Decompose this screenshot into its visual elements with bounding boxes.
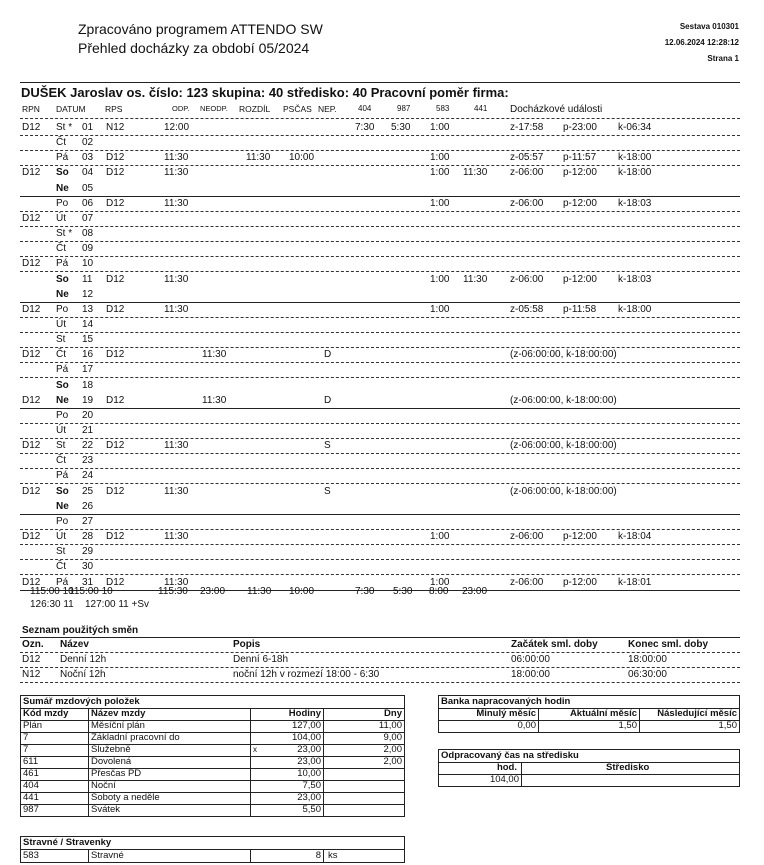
cell-d: 16 (82, 349, 94, 361)
cell-c441: 11:30 (463, 167, 488, 179)
cell-rpn: D12 (22, 576, 41, 588)
cell-d: 26 (82, 500, 94, 512)
cell-rps: D12 (106, 576, 125, 588)
total-value: 11:30 (247, 586, 272, 597)
cell-d: 30 (82, 561, 94, 573)
cell-e1: z-05:58 (510, 303, 544, 315)
meals-value: 8 (315, 850, 321, 861)
cell-nep: S (324, 440, 331, 452)
cell-day: Po (56, 515, 69, 527)
total-value: 115:30 (158, 586, 188, 597)
report-datetime: 12.06.2024 12:28:12 (664, 38, 739, 47)
summary-hours: 7,50 (302, 780, 321, 791)
row-separator (20, 347, 740, 348)
cell-rpn: D12 (22, 303, 41, 315)
cell-day: St * (56, 228, 73, 240)
summary-vline (323, 708, 324, 816)
row-separator (20, 302, 740, 303)
cell-day: St * (56, 122, 73, 133)
meals-vline (250, 849, 251, 862)
cell-e1: (z-06:00:00, k-18:00:00) (510, 349, 617, 361)
cell-e1: z-06:00 (510, 167, 544, 179)
column-header: ODP. (172, 104, 190, 113)
cell-day: Po (56, 303, 69, 315)
cell-c987: 5:30 (391, 122, 411, 133)
cell-day: Ne (56, 288, 69, 300)
shifts-header-rule (20, 652, 740, 653)
center-vline (521, 762, 522, 786)
cell-d: 17 (82, 364, 94, 376)
meals-title: Stravné / Stravenky (23, 837, 112, 848)
total-value: 7:30 (355, 586, 375, 597)
summary-code: 404 (23, 780, 39, 791)
cell-e1: (z-06:00:00, k-18:00:00) (510, 394, 617, 406)
row-separator (20, 332, 740, 333)
cell-c583: 1:00 (430, 576, 450, 588)
center-header: hod. (496, 762, 517, 773)
employee-info: DUŠEK Jaroslav os. číslo: 123 skupina: 40 středisko: 40 Pracovní poměr firma: (21, 85, 509, 100)
cell-rps: D12 (106, 273, 125, 285)
cell-day: St (56, 334, 66, 346)
column-header: 583 (436, 104, 450, 113)
cell-day: Út (56, 212, 66, 224)
total-value: 115:00 10 (69, 586, 113, 597)
row-separator (20, 438, 740, 439)
shift-row-rule (20, 667, 740, 668)
shift-cell: N12 (22, 669, 41, 680)
column-header: ROZDÍL (239, 104, 271, 114)
row-separator (20, 574, 740, 575)
cell-neodp: 11:30 (202, 349, 227, 361)
row-separator (20, 544, 740, 545)
cell-d: 31 (82, 576, 94, 588)
cell-e3: k-18:03 (618, 197, 652, 209)
total-value: 8:00 (429, 586, 449, 597)
cell-odp: 11:30 (164, 152, 189, 164)
cell-odp: 11:30 (164, 167, 189, 179)
summary-name: Základní pracovní do (91, 732, 180, 743)
bank-vline (538, 708, 539, 732)
shift-header: Začátek sml. doby (511, 639, 598, 650)
cell-e1: z-06:00 (510, 576, 544, 588)
cell-rps: N12 (106, 122, 125, 133)
cell-c583: 1:00 (430, 531, 450, 543)
cell-odp: 12:00 (164, 122, 190, 133)
cell-day: St (56, 440, 66, 452)
bank-header: Následující měsíc (657, 708, 737, 719)
cell-day: Čt (56, 243, 66, 255)
cell-day: Pá (56, 258, 69, 270)
row-separator (20, 241, 740, 242)
cell-day: Čt (56, 349, 66, 361)
summary-hline (20, 768, 405, 769)
summary-code: 611 (23, 756, 39, 767)
cell-odp: 11:30 (164, 197, 189, 209)
meals-name: Stravné (91, 850, 124, 861)
row-separator (20, 226, 740, 227)
shift-header: Konec sml. doby (628, 639, 709, 650)
row-separator (20, 408, 740, 409)
cell-rpn: D12 (22, 258, 41, 270)
shift-cell: 18:00:00 (628, 654, 667, 665)
cell-d: 13 (82, 303, 94, 315)
total-value: 127:00 11 +Sv (85, 599, 150, 610)
row-separator (20, 271, 740, 272)
meals-unit: ks (328, 850, 338, 861)
cell-day: Út (56, 318, 66, 330)
cell-e2: p-11:57 (563, 152, 597, 164)
shift-row-rule (20, 682, 740, 683)
summary-name: Dovolená (91, 756, 132, 767)
cell-odp: 11:30 (164, 531, 189, 543)
cell-e1: z-06:00 (510, 273, 544, 285)
cell-d: 19 (82, 394, 94, 406)
summary-hours: 23,00 (297, 744, 321, 755)
summary-hours: 104,00 (291, 732, 321, 743)
cell-e1: z-06:00 (510, 531, 544, 543)
cell-e2: p-11:58 (563, 303, 597, 315)
total-value: 23:00 (462, 586, 488, 597)
cell-day: Pá (56, 470, 69, 482)
row-separator (20, 135, 740, 136)
cell-nep: D (324, 394, 332, 406)
cell-d: 02 (82, 137, 94, 149)
cell-day: Čt (56, 561, 66, 573)
shift-cell: Denní 12h (60, 654, 107, 665)
column-header: NEP. (318, 104, 337, 114)
report-subtitle: Přehled docházky za období 05/2024 (78, 40, 310, 56)
cell-d: 05 (82, 182, 94, 194)
shift-cell: 18:00:00 (511, 669, 550, 680)
cell-odp: 11:30 (164, 273, 189, 285)
summary-vline (88, 708, 89, 816)
cell-d: 08 (82, 228, 94, 240)
cell-rps: D12 (106, 197, 125, 209)
cell-e1: (z-06:00:00, k-18:00:00) (510, 485, 617, 497)
summary-hline (20, 744, 405, 745)
cell-d: 15 (82, 334, 94, 346)
column-header: DATUM (56, 104, 86, 114)
cell-d: 10 (82, 258, 94, 270)
report-id: Sestava 010301 (679, 22, 739, 31)
summary-hline (20, 720, 405, 721)
row-separator (20, 453, 740, 454)
column-header: PSČAS (283, 104, 312, 114)
cell-day: Čt (56, 137, 66, 149)
cell-d: 22 (82, 440, 94, 452)
cell-rps: D12 (106, 303, 125, 315)
cell-d: 03 (82, 152, 94, 164)
cell-e2: p-12:00 (563, 531, 597, 543)
cell-d: 01 (82, 122, 94, 133)
cell-ps: 10:00 (289, 152, 315, 164)
row-separator (20, 362, 740, 363)
cell-day: So (56, 485, 69, 497)
cell-d: 21 (82, 425, 94, 436)
summary-hline (20, 708, 405, 709)
cell-day: So (56, 273, 69, 285)
cell-d: 07 (82, 212, 94, 224)
cell-e2: p-12:00 (563, 167, 597, 179)
cell-d: 12 (82, 288, 94, 300)
summary-name: Služebně (91, 744, 131, 755)
cell-c583: 1:00 (430, 122, 450, 133)
cell-rpn: D12 (22, 212, 41, 224)
shift-cell: Denní 6-18h (233, 654, 289, 665)
cell-odp: 11:30 (164, 440, 189, 452)
total-value: 126:30 11 (30, 599, 74, 610)
cell-c583: 1:00 (430, 167, 450, 179)
cell-day: Ne (56, 394, 69, 406)
summary-code: 441 (23, 792, 39, 803)
summary-hours: 5,50 (302, 804, 321, 815)
cell-nep: S (324, 485, 331, 497)
summary-hline (20, 732, 405, 733)
total-value: 23:00 (200, 586, 226, 597)
cell-rps: D12 (106, 485, 125, 497)
cell-d: 27 (82, 515, 94, 527)
cell-rps: D12 (106, 440, 125, 452)
cell-d: 04 (82, 167, 94, 179)
row-separator (20, 256, 740, 257)
summary-header: Dny (384, 708, 402, 719)
cell-odp: 11:30 (164, 485, 189, 497)
summary-name: Svátek (91, 804, 121, 815)
report-title: Zpracováno programem ATTENDO SW (78, 21, 323, 37)
cell-day: So (56, 167, 69, 179)
summary-name: Noční (91, 780, 116, 791)
cell-rpn: D12 (22, 440, 41, 452)
cell-day: Po (56, 409, 69, 421)
row-separator (20, 377, 740, 378)
cell-c404: 7:30 (355, 122, 375, 133)
cell-day: Čt (56, 455, 66, 467)
bank-hline (438, 720, 740, 721)
summary-days: 9,00 (383, 732, 402, 743)
cell-d: 29 (82, 546, 94, 558)
bank-value: 0,00 (517, 720, 536, 731)
cell-e3: k-18:00 (618, 152, 652, 164)
cell-e3: k-18:04 (618, 531, 652, 543)
center-value: 104,00 (489, 774, 519, 785)
shift-cell: noční 12h v rozmezí 18:00 - 6:30 (233, 669, 380, 680)
cell-d: 09 (82, 243, 94, 255)
summary-code: Plán (23, 720, 43, 731)
cell-rps: D12 (106, 531, 125, 543)
cell-d: 24 (82, 470, 94, 482)
cell-d: 18 (82, 379, 94, 391)
shifts-title: Seznam použitých směn (22, 625, 139, 636)
meals-code: 583 (23, 850, 39, 861)
summary-code: 7 (23, 732, 29, 743)
summary-header: Kód mzdy (23, 708, 69, 719)
bank-value: 1,50 (618, 720, 637, 731)
cell-day: Pá (56, 576, 69, 588)
total-value: 5:30 (393, 586, 413, 597)
cell-e3: k-18:03 (618, 273, 652, 285)
cell-rpn: D12 (22, 349, 41, 361)
cell-d: 11 (82, 273, 93, 285)
column-header: 441 (474, 104, 488, 113)
summary-header: Název mzdy (91, 708, 146, 719)
cell-e3: k-18:00 (618, 303, 652, 315)
cell-day: Pá (56, 364, 69, 376)
cell-rpn: D12 (22, 167, 41, 179)
cell-e3: k-18:01 (618, 576, 652, 588)
column-header: RPS (105, 104, 123, 114)
row-separator (20, 317, 740, 318)
summary-hours: 23,00 (297, 756, 321, 767)
summary-hours: 10,00 (297, 768, 321, 779)
row-separator (20, 514, 740, 515)
total-value: 115:00 10 (30, 586, 74, 597)
summary-hline (20, 792, 405, 793)
bank-header: Minulý měsíc (476, 708, 536, 719)
cell-rps: D12 (106, 152, 125, 164)
cell-e1: z-05:57 (510, 152, 544, 164)
cell-c583: 1:00 (430, 152, 450, 164)
cell-rps: D12 (106, 167, 125, 179)
summary-name: Soboty a neděle (91, 792, 160, 803)
cell-day: Ne (56, 182, 69, 194)
center-title: Odpracovaný čas na středisku (441, 750, 579, 761)
summary-code: 7 (23, 744, 29, 755)
row-separator (20, 468, 740, 469)
summary-hline (20, 804, 405, 805)
meals-vline (323, 849, 324, 862)
page-number: Strana 1 (707, 54, 739, 63)
cell-nep: D (324, 349, 332, 361)
row-separator (20, 211, 740, 212)
center-hline (438, 774, 740, 775)
cell-neodp: 11:30 (202, 394, 227, 406)
cell-e3: k-06:34 (618, 122, 652, 133)
shift-cell: 06:00:00 (511, 654, 550, 665)
cell-day: Út (56, 425, 66, 436)
row-separator (20, 483, 740, 484)
cell-d: 28 (82, 531, 94, 543)
column-header: Docházkové události (510, 104, 603, 115)
cell-rpn: D12 (22, 394, 41, 406)
summary-hline (20, 756, 405, 757)
cell-e2: p-12:00 (563, 273, 597, 285)
summary-days: 11,00 (378, 720, 402, 731)
cell-odp: 11:30 (164, 303, 189, 315)
cell-day: Po (56, 197, 69, 209)
summary-flag: x (253, 745, 257, 754)
row-separator (20, 196, 740, 197)
summary-header: Hodiny (288, 708, 321, 719)
cell-roz: 11:30 (246, 152, 271, 164)
summary-hours: 23,00 (297, 792, 321, 803)
shift-header: Název (60, 639, 89, 650)
summary-code: 987 (23, 804, 39, 815)
row-separator (20, 559, 740, 560)
summary-hline (20, 780, 405, 781)
column-header: NEODP. (200, 104, 228, 113)
cell-day: Ne (56, 500, 69, 512)
cell-d: 25 (82, 485, 94, 497)
header-separator (20, 118, 740, 119)
bank-vline (639, 708, 640, 732)
cell-c583: 1:00 (430, 303, 450, 315)
cell-e2: p-12:00 (563, 197, 597, 209)
row-separator (20, 590, 740, 591)
shift-cell: 06:30:00 (628, 669, 667, 680)
bank-title: Banka napracovaných hodin (441, 696, 571, 707)
cell-rps: D12 (106, 349, 125, 361)
bank-header: Aktuální měsíc (569, 708, 637, 719)
column-header: 404 (358, 104, 372, 113)
bank-value: 1,50 (718, 720, 737, 731)
summary-days: 2,00 (383, 744, 402, 755)
cell-rpn: D12 (22, 122, 41, 133)
cell-e1: z-17:58 (510, 122, 544, 133)
row-separator (20, 423, 740, 424)
summary-name: Měsíční plán (91, 720, 145, 731)
shifts-top-rule (20, 637, 740, 638)
summary-hours: 127,00 (291, 720, 321, 731)
cell-d: 14 (82, 318, 94, 330)
summary-vline (250, 708, 251, 816)
summary-name: Přesčas PD (91, 768, 142, 779)
cell-day: So (56, 379, 69, 391)
cell-d: 06 (82, 197, 94, 209)
cell-e2: p-23:00 (563, 122, 597, 133)
cell-d: 23 (82, 455, 94, 467)
shift-header: Ozn. (22, 639, 44, 650)
total-value: 10:00 (289, 586, 315, 597)
cell-c583: 1:00 (430, 197, 450, 209)
center-header: Středisko (606, 762, 650, 773)
shift-cell: D12 (22, 654, 41, 665)
center-hline (438, 762, 740, 763)
cell-day: St (56, 546, 66, 558)
cell-odp: 11:30 (164, 576, 189, 588)
cell-e2: p-12:00 (563, 576, 597, 588)
cell-d: 20 (82, 409, 94, 421)
cell-day: Pá (56, 152, 69, 164)
summary-code: 461 (23, 768, 39, 779)
cell-c441: 11:30 (463, 273, 488, 285)
cell-rps: D12 (106, 394, 125, 406)
meals-hline (20, 849, 405, 850)
summary-days: 2,00 (383, 756, 402, 767)
shift-cell: Noční 12h (60, 669, 106, 680)
meals-vline (88, 849, 89, 862)
header-rule (20, 82, 740, 83)
summary-title: Sumář mzdových položek (23, 696, 140, 707)
row-separator (20, 529, 740, 530)
column-header: 987 (397, 104, 411, 113)
row-separator (20, 150, 740, 151)
cell-rpn: D12 (22, 485, 41, 497)
shift-header: Popis (233, 639, 261, 650)
cell-e1: (z-06:00:00, k-18:00:00) (510, 440, 617, 452)
cell-e3: k-18:00 (618, 167, 652, 179)
cell-day: Út (56, 531, 66, 543)
cell-e1: z-06:00 (510, 197, 544, 209)
column-header: RPN (22, 104, 40, 114)
row-separator (20, 165, 740, 166)
cell-c583: 1:00 (430, 273, 450, 285)
cell-rpn: D12 (22, 531, 41, 543)
